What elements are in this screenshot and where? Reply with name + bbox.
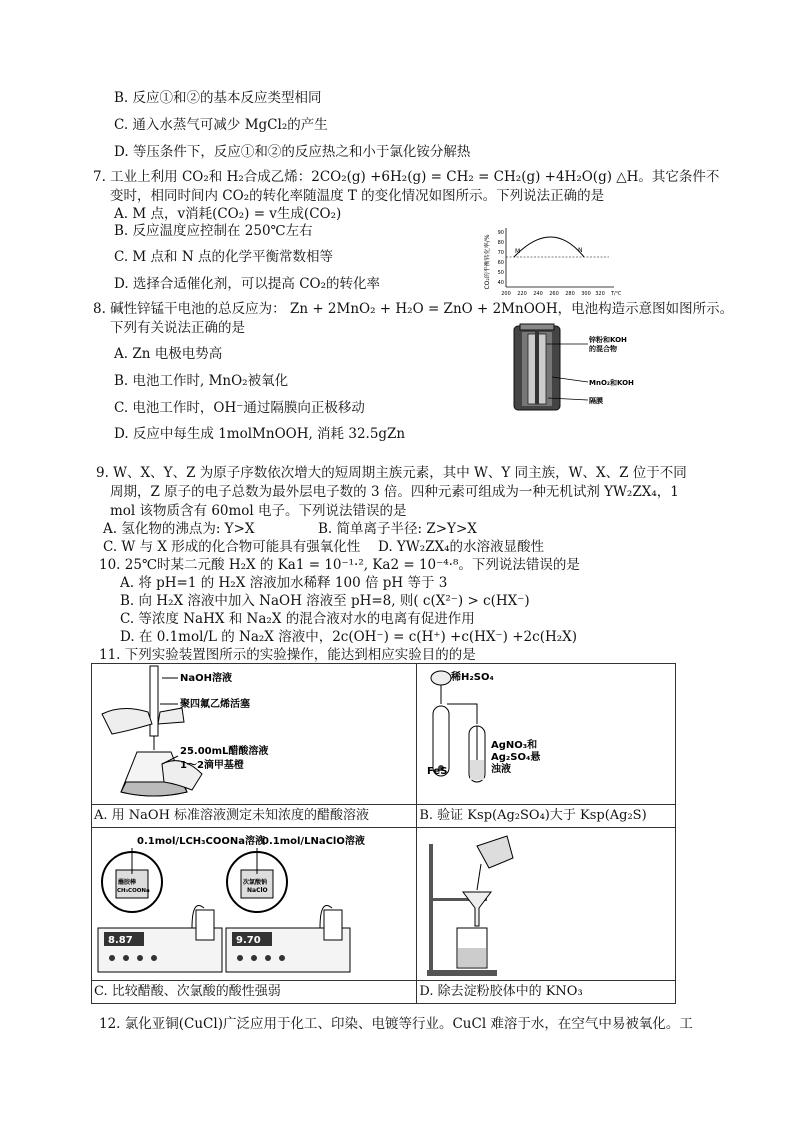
q11-caption-d: D. 除去淀粉胶体中的 KNO₃ [417,981,676,1004]
q7-option-d: D. 选择合适催化剂，可以提高 CO₂的转化率 [114,276,381,292]
q8-option-d: D. 反应中每生成 1molMnOOH, 消耗 32.5gZn [114,426,406,442]
q8-stem-line1: 8. 碱性锌锰干电池的总反应为： Zn + 2MnO₂ + H₂O = ZnO + 2MnOOH，电池构造示意图如图所示。 [93,301,734,317]
q7-stem-line1: 7. 工业上利用 CO₂和 H₂合成乙烯：2CO₂(g) +6H₂(g) = CH₂ = CH₂(g) +4H₂O(g) △H。其它条件不 [93,169,720,185]
q11-cell-a-figure [92,664,417,805]
q8-label-separator: 隔膜 [589,397,603,405]
q11-cell-b-figure [417,664,676,805]
ph-meter-diagram [92,828,417,980]
q11-stem: 11. 下列实验装置图所示的实验操作，能达到相应实验目的的是 [99,647,476,663]
q11-caption-a: A. 用 NaOH 标准溶液测定未知浓度的醋酸溶液 [92,805,417,828]
label-naoh: NaOH溶液 [180,673,232,684]
q9-option-d: D. YW₂ZX₄的水溶液显酸性 [378,539,545,555]
q6-option-b: B. 反应①和②的基本反应类型相同 [114,90,322,106]
filtration-diagram [417,828,675,980]
q10-option-b: B. 向 H₂X 溶液中加入 NaOH 溶液至 pH=8, 则( c(X²⁻) > c(HX⁻) [120,593,530,609]
q7-ytick: 50 [497,270,504,276]
q9-stem-line2: 周期，Z 原子的电子总数为最外层电子数的 3 倍。四种元素可组成为一种无机试剂 YW₂ZX₄，1 [110,484,679,500]
q8-label-zinc: 锌粉和KOH [589,336,627,344]
q6-option-c: C. 通入水蒸气可减少 MgCl₂的产生 [114,117,328,133]
q10-option-c: C. 等浓度 NaHX 和 Na₂X 的混合液对水的电离有促进作用 [120,611,475,627]
q8-option-b: B. 电池工作时, MnO₂被氧化 [114,373,289,389]
q7-chart-ylabel: CO₂的平衡转化率/% [484,234,491,290]
label-stirring-rod: 蘸胶棒 [118,879,137,886]
q10-option-a: A. 将 pH=1 的 H₂X 溶液加水稀释 100 倍 pH 等于 3 [120,575,448,591]
q8-label-zinc-2: 的混合物 [589,345,617,353]
ph-reading-1: 8.87 [108,935,133,946]
q7-conversion-chart [484,222,624,300]
q7-xtick: 300 [581,291,591,297]
q7-xtick: 240 [533,291,543,297]
q10-stem: 10. 25℃时某二元酸 H₂X 的 Ka1 = 10⁻¹·², Ka2 = 10⁻⁴·⁸。下列说法错误的是 [99,557,580,573]
label-naclo-solution: 0.1mol/LNaClO溶液 [262,836,365,847]
q7-ytick: 80 [497,240,504,246]
q7-xtick: 280 [565,291,575,297]
q9-stem-line1: 9. W、X、Y、Z 为原子序数依次增大的短周期主族元素，其中 W、Y 同主族，W、X、Z 位于不同 [96,465,687,481]
label-ptfe-stopcock: 聚四氟乙烯活塞 [180,699,250,710]
q11-cell-d-figure [417,828,676,981]
ksp-apparatus-diagram [417,664,675,804]
q10-option-d: D. 在 0.1mol/L 的 Na₂X 溶液中，2c(OH⁻) = c(H⁺) +c(HX⁻) +2c(H₂X) [120,629,578,645]
q8-option-a: A. Zn 电极电势高 [114,346,223,362]
q7-option-c: C. M 点和 N 点的化学平衡常数相等 [114,249,333,265]
q7-xtick: 260 [549,291,559,297]
q7-xtick: 320 [595,291,605,297]
q11-experiment-table [91,663,676,1004]
q11-cell-c-figure [92,828,417,981]
label-dilute-h2so4: 稀H₂SO₄ [451,672,495,683]
q8-battery-diagram [508,322,658,414]
q11-caption-c: C. 比较醋酸、次氯酸的酸性强弱 [92,981,417,1004]
label-naclo-cn: 次氯酸钠 [243,879,268,886]
q9-option-b: B. 简单离子半径: Z>Y>X [318,521,477,537]
q11-caption-b: B. 验证 Ksp(Ag₂SO₄)大于 Ksp(Ag₂S) [417,805,676,828]
label-naclo: NaClO [247,887,268,894]
q7-ytick: 90 [497,230,504,236]
q6-option-d: D. 等压条件下，反应①和②的反应热之和小于氯化铵分解热 [114,144,471,160]
q7-xtick: 200 [501,291,511,297]
titration-diagram [92,664,417,804]
label-ch3coona: CH₃COONa [117,888,150,894]
label-acetic-acid: 25.00mL醋酸溶液 [180,746,269,757]
q7-option-b: B. 反应温度应控制在 250℃左右 [114,223,313,239]
q12-stem: 12. 氯化亚铜(CuCl)广泛应用于化工、印染、电镀等行业。CuCl 难溶于水，在空气中易被氧化。工 [99,1016,693,1032]
q7-option-a: A. M 点，v消耗(CO₂) = v生成(CO₂) [114,206,342,222]
ph-reading-2: 9.70 [236,935,261,946]
label-agno3: AgNO₃和 [491,740,538,751]
label-suspension: 浊液 [491,764,512,775]
q7-stem-line2: 变时，相同时间内 CO₂的转化率随温度 T 的变化情况如图所示。下列说法正确的是 [110,188,605,204]
label-fes: FeS [427,766,448,777]
q8-option-c: C. 电池工作时，OH⁻通过隔膜向正极移动 [114,400,365,416]
q8-label-mno2: MnO₂和KOH [589,379,634,387]
q7-point-m: M [515,248,521,255]
q9-option-a: A. 氢化物的沸点为: Y>X [103,521,255,537]
label-ch3coona-solution: 0.1mol/LCH₃COONa溶液 [137,836,266,847]
label-ag2so4: Ag₂SO₄悬 [491,752,541,763]
q9-stem-line3: mol 该物质含有 60mol 电子。下列说法错误的是 [110,503,407,519]
q7-xunit: T/℃ [611,291,622,297]
q7-point-n: N [578,247,583,254]
q7-ytick: 70 [497,250,504,256]
q7-ytick: 60 [497,260,504,266]
q7-xtick: 220 [517,291,527,297]
label-indicator: 1～2滴甲基橙 [180,760,244,771]
q8-stem-line2: 下列有关说法正确的是 [110,320,245,336]
q7-ytick: 40 [497,280,504,286]
q9-option-c: C. W 与 X 形成的化合物可能具有强氧化性 [103,539,361,555]
